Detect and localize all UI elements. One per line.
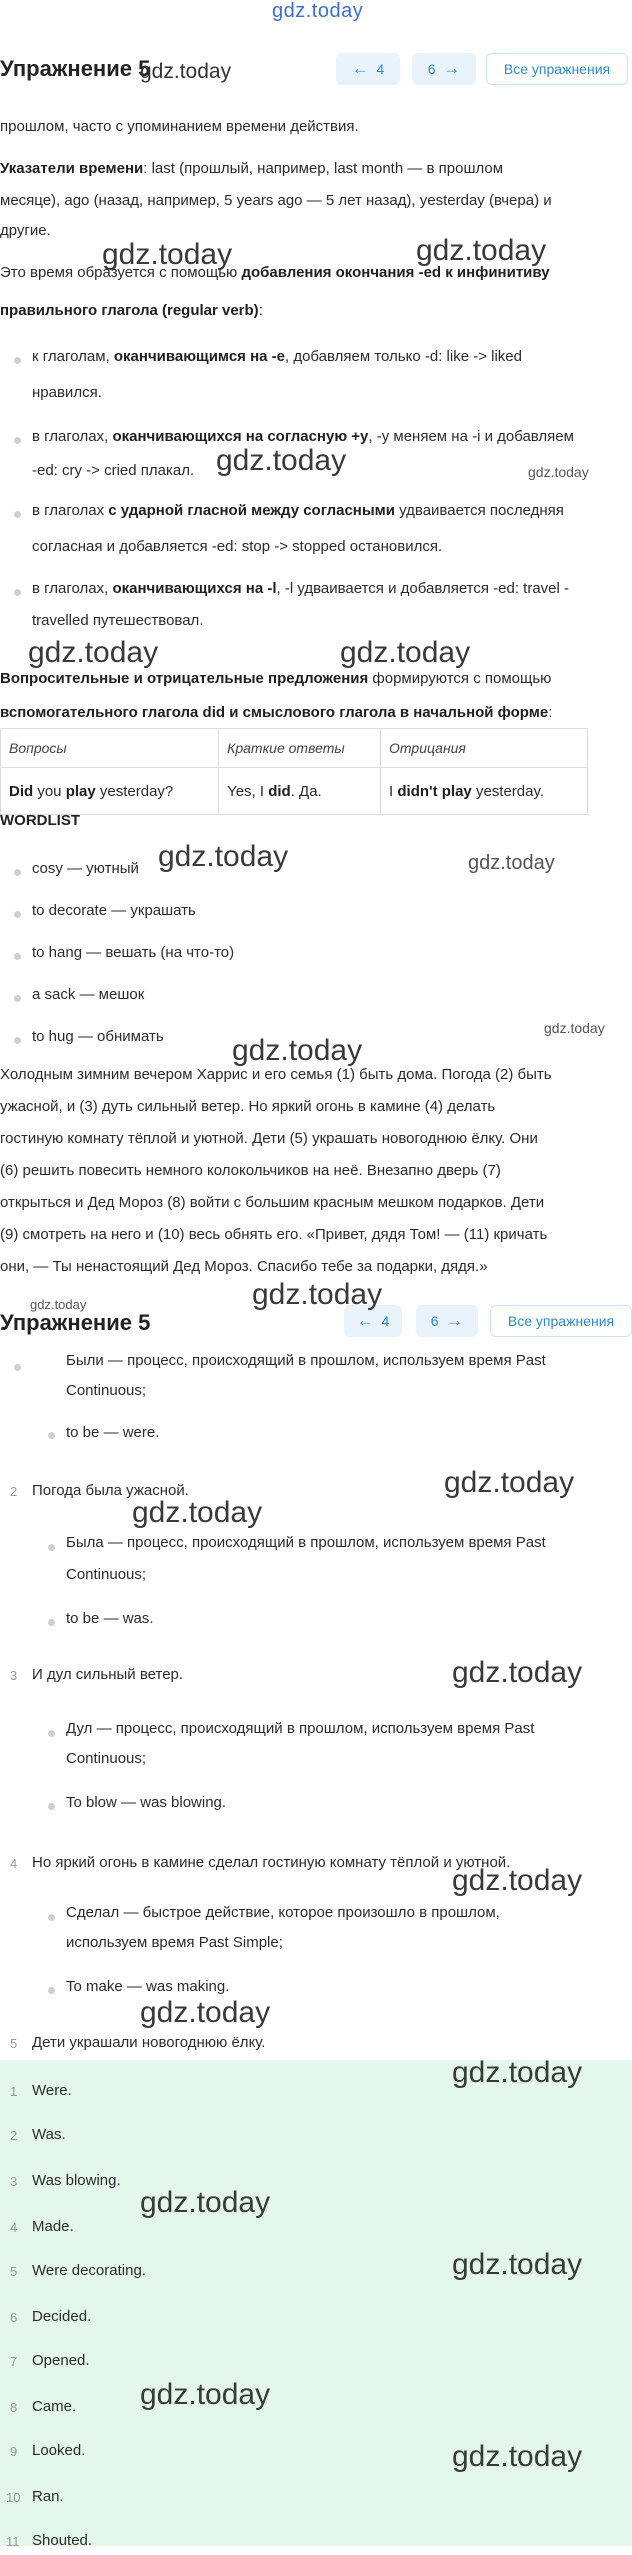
table-cell-answer: Yes, I did. Да. [219,768,381,815]
form-line: To make — was making. [66,1978,230,1995]
next-exercise-button[interactable]: 6 → [416,1305,478,1337]
bullet-icon [48,1730,55,1737]
rule-item-line2: согласная и добавляется -ed: stop -> stopped остановился. [32,538,443,555]
next-exercise-button[interactable]: 6 → [412,53,476,85]
exercise-header [0,40,632,100]
bullet-icon [14,511,21,518]
bullet-icon [14,589,21,596]
bullet-icon [14,357,21,364]
bullet-icon [14,437,21,444]
answer-number: 3 [10,2174,18,2189]
explanation-line: Continuous; [66,1750,147,1767]
answer-number: 1 [10,2084,18,2099]
answer-text: Decided. [32,2308,92,2325]
story-line: ужасной, и (3) дуть сильный ветер. Но яркий огонь в камине (4) делать [0,1098,496,1115]
watermark: gdz.today [252,1278,383,1311]
solution-sentence: Дети украшали новогоднюю ёлку. [32,2034,266,2051]
bullet-icon [48,1544,55,1551]
answer-text: Made. [32,2218,74,2235]
answer-number: 5 [10,2264,18,2279]
wordlist-item: to hang — вешать (на что-то) [32,944,235,961]
wordlist-item: to decorate — украшать [32,902,196,919]
table-cell-question: Did you play yesterday? [1,768,219,815]
bullet-icon [14,911,21,918]
table-cell-negative: I didn't play yesterday. [381,768,588,815]
form-line: to be — was. [66,1610,154,1627]
rule-item: в глаголах, оканчивающихся на -l, -l удваивается и добавляется -ed: travel - [32,580,570,597]
answer-number: 11 [6,2534,20,2549]
watermark: gdz.today [444,1466,575,1499]
explanation-line: Continuous; [66,1566,147,1583]
answer-text: Opened. [32,2352,90,2369]
time-markers-line2: месяце), ago (назад, например, 5 years ago — 5 лет назад), yesterday (вчера) и [0,192,552,209]
bullet-icon [14,1364,21,1371]
item-number: 4 [10,1856,18,1871]
answer-text: Was. [32,2126,66,2143]
answer-text: Were. [32,2082,72,2099]
story-line: гостиную комнату тёплой и уютной. Дети (5) украшать новогоднюю ёлку. Они [0,1130,538,1147]
solution-sentence: Но яркий огонь в камине сделал гостиную комнату тёплой и уютной. [32,1854,511,1871]
answer-text: Was blowing. [32,2172,121,2189]
watermark: gdz.today [140,1996,271,2029]
explanation-line: Была — процесс, происходящий в прошлом, используем время Past [66,1534,546,1551]
rule-item: в глаголах, оканчивающихся на согласную +y, -y меняем на -i и добавляем [32,428,574,445]
answer-text: Ran. [32,2488,64,2505]
bullet-icon [48,1803,55,1810]
tense-table [0,728,588,815]
explanation-line: Дул — процесс, происходящий в прошлом, используем время Past [66,1720,535,1737]
explanation-line: используем время Past Simple; [66,1934,283,1951]
form-line: To blow — was blowing. [66,1794,227,1811]
story-line: открыться и Дед Мороз (8) войти с большим красным мешком подарков. Дети [0,1194,545,1211]
watermark: gdz.today [216,444,347,477]
solution-sentence: Погода была ужасной. [32,1482,189,1499]
answer-number: 2 [10,2128,18,2143]
item-number: 3 [10,1668,18,1683]
rule-item: к глаголам, оканчивающимся на -e, добавляем только -d: like -> liked [32,348,522,365]
item-number: 2 [10,1484,18,1499]
solution-sentence: И дул сильный ветер. [32,1666,184,1683]
arrow-right-icon: → [443,59,461,78]
explanation-line: Continuous; [66,1382,147,1399]
page-title: Упражнение 5 [0,1310,151,1335]
time-markers-line3: другие. [0,222,51,239]
bullet-icon [14,1037,21,1044]
theory-line: прошлом, часто с упоминанием времени действия. [0,118,359,135]
answer-number: 8 [10,2400,18,2415]
table-row [1,768,588,815]
watermark: gdz.today [158,840,289,873]
arrow-left-icon: ← [351,59,369,78]
answer-number: 9 [10,2444,18,2459]
questions-rule-line2: вспомогательного глагола did и смыслового глагола в начальной форме: [0,704,553,721]
answer-number: 7 [10,2354,18,2369]
explanation-line: Были — процесс, происходящий в прошлом, используем время Past [66,1352,546,1369]
watermark: gdz.today [28,636,159,669]
table-header: Вопросы [1,729,219,768]
all-exercises-button[interactable]: Все упражнения [486,53,628,85]
answer-text: Shouted. [32,2532,93,2549]
form-line: to be — were. [66,1424,160,1441]
watermark: gdz.today [452,2056,583,2089]
table-header: Отрицания [381,729,588,768]
watermark: gdz.today [140,2186,271,2219]
wordlist-item: to hug — обнимать [32,1028,164,1045]
answer-text: Looked. [32,2442,86,2459]
item-number: 5 [10,2036,18,2051]
prev-exercise-button[interactable]: ← 4 [344,1305,402,1337]
rule-item-line2: -ed: cry -> cried плакал. [32,462,195,479]
bullet-icon [48,1987,55,1994]
time-markers: Указатели времени: last (прошлый, например, last month — в прошлом [0,160,504,177]
watermark: gdz.today [452,1656,583,1689]
answer-text: Came. [32,2398,77,2415]
arrow-right-icon: → [446,1311,464,1330]
watermark: gdz.today [232,1034,363,1067]
watermark: gdz.today [468,852,555,874]
watermark: gdz.today [140,2378,271,2411]
watermark: gdz.today [452,1864,583,1897]
arrow-left-icon: ← [356,1311,374,1330]
bullet-icon [14,953,21,960]
watermark: gdz.today [452,2440,583,2473]
prev-exercise-button[interactable]: ← 4 [336,53,400,85]
rule-item-line2: нравился. [32,384,102,401]
watermark: gdz.today [132,1496,263,1529]
bullet-icon [14,995,21,1002]
site-logo[interactable]: gdz.today [272,0,364,22]
wordlist-item: a sack — мешок [32,986,145,1003]
watermark: gdz.today [340,636,471,669]
answer-number: 4 [10,2220,18,2235]
questions-rule: Вопросительные и отрицательные предложения формируются с помощью [0,670,552,687]
answer-text: Were decorating. [32,2262,146,2279]
formation-rule-line2: правильного глагола (regular verb): [0,302,263,319]
rule-item-line2: travelled путешествовал. [32,612,204,629]
bullet-icon [48,1619,55,1626]
bullet-icon [48,1432,55,1439]
story-line: (6) решить повесить немного колокольчиков на неё. Внезапно дверь (7) [0,1162,501,1179]
answer-number: 6 [10,2310,18,2325]
rule-item: в глаголах с ударной гласной между согласными удваивается последняя [32,502,564,519]
watermark: gdz.today [452,2248,583,2281]
story-line: (9) смотреть на него и (10) весь обнять его. «Привет, дядя Том! — (11) кричать [0,1226,548,1243]
all-exercises-button[interactable]: Все упражнения [490,1305,632,1337]
header-site-name: gdz.today [140,60,232,83]
bullet-icon [14,869,21,876]
formation-rule: Это время образуется с помощью добавления окончания -ed к инфинитиву [0,264,550,281]
table-header: Краткие ответы [219,729,381,768]
story-line: они, — Ты ненастоящий Дед Мороз. Спасибо тебе за подарки, дядя.» [0,1258,488,1275]
bullet-icon [48,1914,55,1921]
watermark: gdz.today [102,238,233,271]
answer-number: 10 [6,2490,21,2505]
page-title: Упражнение 5 [0,56,151,81]
wordlist-item: cosy — уютный [32,860,139,877]
explanation-line: Сделал — быстрое действие, которое произошло в прошлом, [66,1904,500,1921]
watermark: gdz.today [528,464,589,480]
watermark: gdz.today [416,234,547,267]
watermark: gdz.today [544,1020,605,1036]
wordlist-title: WORDLIST [0,812,80,829]
watermark: gdz.today [30,1297,87,1312]
story-line: Холодным зимним вечером Харрис и его семья (1) быть дома. Погода (2) быть [0,1066,552,1083]
